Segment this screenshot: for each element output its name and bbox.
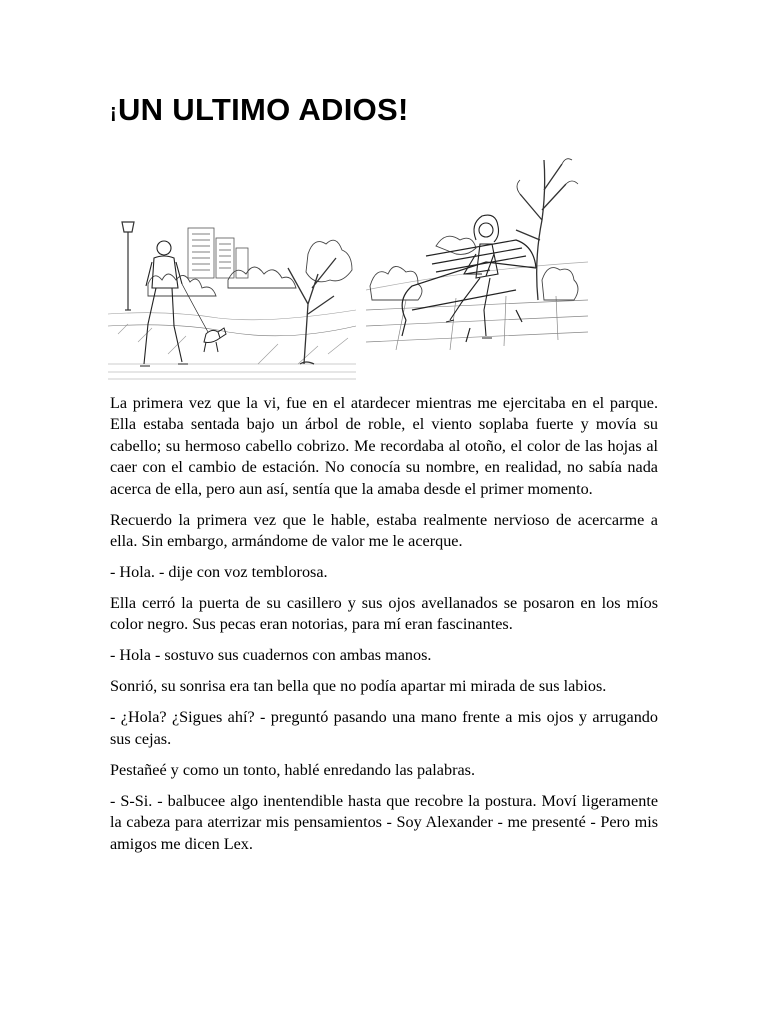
bench-reading-illustration — [366, 150, 588, 350]
paragraph: - ¿Hola? ¿Sigues ahí? - preguntó pasando una mano frente a mis ojos y arrugando sus cejas. — [110, 708, 658, 748]
title-inverted-exclamation: ¡ — [110, 101, 117, 123]
story-text — [110, 393, 658, 865]
paragraph: Recuerdo la primera vez que le hable, estaba realmente nervioso de acercarme a ella. Sin embargo, armándome de valor me le acerque. — [110, 510, 658, 551]
paragraph: Sonrió, su sonrisa era tan bella que no podía apartar mi mirada de sus labios. — [110, 677, 607, 696]
paragraph: - Hola. - dije con voz temblorosa. — [110, 563, 328, 582]
page-title — [110, 92, 409, 128]
title-text: UN ULTIMO ADIOS! — [117, 92, 409, 127]
paragraph: Ella cerró la puerta de su casillero y sus ojos avellanados se posaron en los míos color negro. Sus pecas eran notorias, para mí eran fascinantes. — [110, 594, 658, 634]
paragraph: - Hola - sostuvo sus cuadernos con ambas manos. — [110, 646, 432, 665]
paragraph: Pestañeé y como un tonto, hablé enredando las palabras. — [110, 760, 476, 779]
paragraph: La primera vez que la vi, fue en el atardecer mientras me ejercitaba en el parque. Ella estaba sentada bajo un árbol de roble, el viento soplaba fuerte y movía su cabello; su hermoso cabello cobrizo. Me recordaba al otoño, el color de las hojas al caer con el cambio de estación. No conocía su nombre, en realidad, no sabía nada acerca de ella, pero aun así, sentía que la amaba desde el primer momento. — [110, 394, 658, 498]
paragraph: - S-Si. - balbucee algo inentendible hasta que recobre la postura. Moví ligeramente la cabeza para aterrizar mis pensamientos - Soy Alexander - me presenté - Pero mis amigos me dicen Lex. — [110, 791, 658, 853]
park-walk-illustration — [108, 214, 356, 384]
